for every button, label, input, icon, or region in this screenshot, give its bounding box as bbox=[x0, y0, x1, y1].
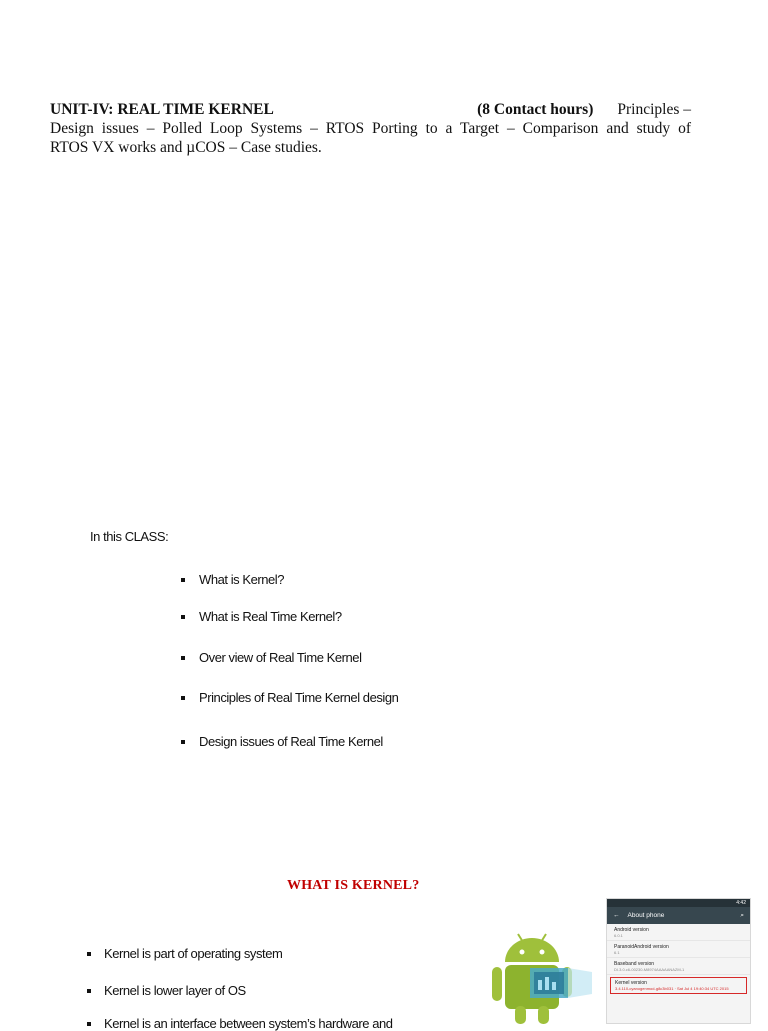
list-item-text: What is Kernel? bbox=[199, 572, 285, 587]
row-key: ParanoidAndroid version bbox=[614, 944, 669, 950]
status-time: 4:42 bbox=[736, 900, 746, 906]
phone-title: About phone bbox=[627, 912, 665, 919]
row-key: Kernel version bbox=[615, 980, 647, 986]
bullet-icon bbox=[181, 696, 185, 700]
row-value: DI.3.0.c6-00230-M8974AAAAANAZM-1 bbox=[614, 967, 685, 972]
bullet-icon bbox=[181, 656, 185, 660]
list-item-text: Kernel is an interface between system’s hardware and bbox=[104, 1016, 393, 1031]
bullet-icon bbox=[181, 615, 185, 619]
row-key: Android version bbox=[614, 927, 649, 933]
list-item-text: Principles of Real Time Kernel design bbox=[199, 690, 399, 705]
phone-app-bar bbox=[607, 907, 750, 924]
phone-row bbox=[607, 924, 750, 941]
bullet-icon bbox=[87, 989, 91, 993]
phone-row-highlighted bbox=[610, 977, 747, 994]
row-key: Baseband version bbox=[614, 961, 655, 967]
section-heading: WHAT IS KERNEL? bbox=[287, 878, 420, 893]
phone-status-bar bbox=[607, 899, 750, 907]
row-value: 3.4.110-cyanogenmod-g8c3b031 · Sat Jul 4 19:40:34 UTC 2015 bbox=[615, 986, 729, 991]
list-item-text: Design issues of Real Time Kernel bbox=[199, 734, 383, 749]
list-item-text: Over view of Real Time Kernel bbox=[199, 650, 362, 665]
bullet-icon bbox=[87, 1022, 91, 1026]
bullet-icon bbox=[181, 578, 185, 582]
phone-row bbox=[607, 958, 750, 975]
search-icon: ⌕ bbox=[740, 911, 744, 919]
back-arrow-icon: ← bbox=[613, 912, 620, 919]
syllabus-line-1-tail: Principles – bbox=[617, 101, 691, 118]
unit-title: UNIT-IV: REAL TIME KERNEL bbox=[50, 101, 274, 118]
row-value: 6.0.1 bbox=[614, 933, 623, 938]
syllabus-line-3: RTOS VX works and µCOS – Case studies. bbox=[50, 139, 322, 156]
list-item-text: What is Real Time Kernel? bbox=[199, 609, 342, 624]
bullet-icon bbox=[181, 740, 185, 744]
syllabus-paragraph bbox=[50, 100, 691, 157]
syllabus-line-1 bbox=[50, 100, 691, 119]
phone-row bbox=[607, 941, 750, 958]
phone-screenshot bbox=[606, 898, 751, 1024]
syllabus-line-2: Design issues – Polled Loop Systems – RTOS Porting to a Target – Comparison and study of bbox=[50, 120, 691, 137]
android-robot-icon bbox=[488, 928, 598, 1024]
class-intro: In this CLASS: bbox=[90, 529, 169, 544]
bullet-icon bbox=[87, 952, 91, 956]
list-item-text: Kernel is part of operating system bbox=[104, 946, 283, 961]
list-item-text: Kernel is lower layer of OS bbox=[104, 983, 246, 998]
contact-hours: (8 Contact hours) bbox=[477, 101, 594, 118]
row-value: 6.1 bbox=[614, 950, 620, 955]
